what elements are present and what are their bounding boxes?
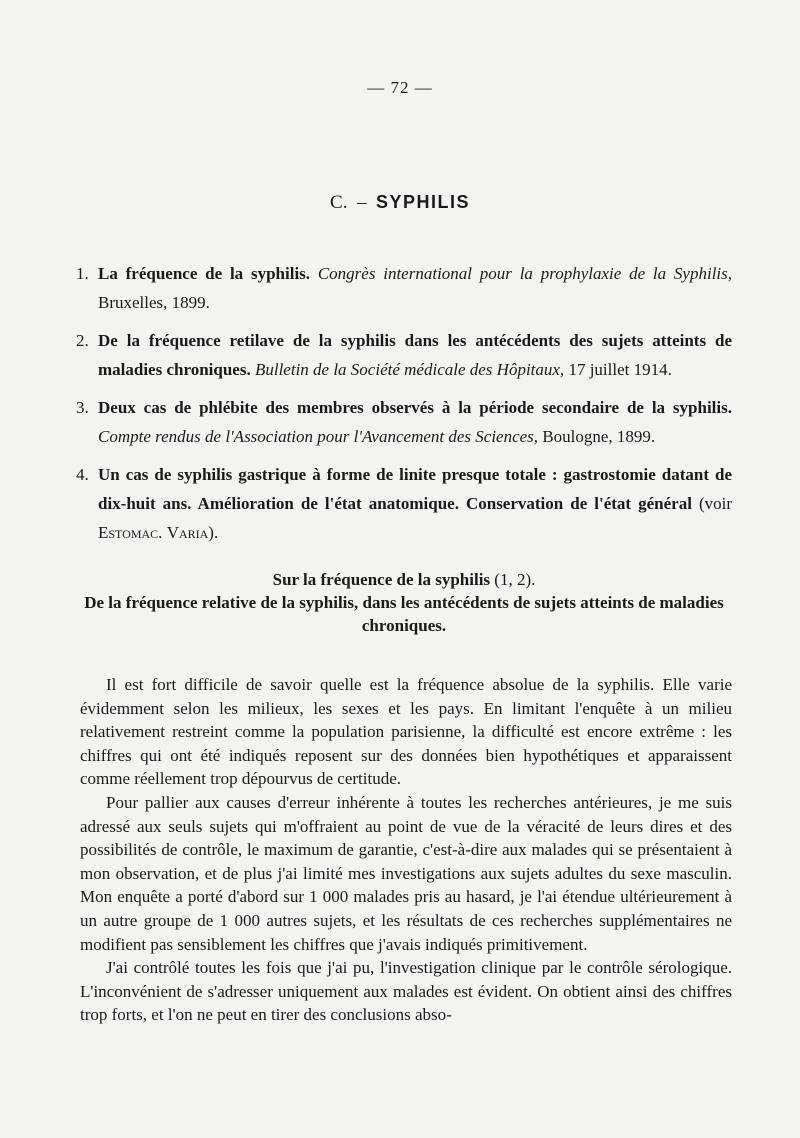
body-paragraph: Il est fort difficile de savoir quelle est la fréquence absolue de la syphilis. Elle varie évidemment selon les milieux, les sexes et les pays. En limitant l'enquête à un milieu relativement restreint comme la population parisienne, la difficulté est encore extrême : les chiffres qui ont été indiqués reposent sur des données bien hypothétiques et apparaissent comme réellement trop dépourvus de certitude.	[80, 675, 732, 789]
reference-number: 3.	[76, 398, 89, 417]
body-paragraph: Pour pallier aux causes d'erreur inhérente à toutes les recherches antérieures, je me suis adressé aux seuls sujets qui m'offraient au point de vue de la véracité de leurs dires et des possibilités de contrôle, le maximum de garantie, c'est-à-dire aux malades qui se présentaient à mon observation, et de plus j'ai limité mes investigations aux sujets adultes du sexe masculin. Mon enquête a porté d'abord sur 1 000 malades pris au hasard, je l'ai étendue ultérieurement à un autre groupe de 1 000 autres sujets, et les résultats de ces recherches supplémentaires ne modifient pas sensiblement les chiffres que j'avais indiqués primitivement.	[80, 792, 732, 954]
body-paragraph: J'ai contrôlé toutes les fois que j'ai pu, l'investigation clinique par le contrôle sérologique. L'inconvénient de s'adresser uniquement aux malades est évident. On obtient ainsi des chiffres trop forts, et l'on ne peut en tirer des conclusions abso-	[80, 958, 732, 1025]
reference-number: 4.	[76, 465, 89, 484]
page-number: — 72 —	[367, 78, 433, 97]
reference-item	[76, 259, 732, 317]
article-ref-numbers: (1, 2).	[494, 570, 536, 589]
reference-item	[76, 326, 732, 384]
reference-list	[76, 259, 732, 556]
section-name: SYPHILIS	[375, 192, 470, 212]
section-dash: –	[356, 192, 367, 213]
article-subtitle: De la fréquence relative de la syphilis, dans les antécédents de sujets atteints de maladies chroniques.	[84, 593, 724, 635]
reference-details: Bruxelles, 1899.	[98, 293, 210, 312]
reference-details: 17 juillet 1914.	[568, 360, 672, 379]
reference-title: Deux cas de phlébite des membres observés à la période secondaire de la syphilis.	[98, 398, 732, 417]
reference-source: Compte rendus de l'Association pour l'Avancement des Sciences,	[98, 427, 539, 446]
reference-crossref-varia: Varia	[166, 523, 209, 542]
reference-item	[76, 460, 732, 547]
article-heading	[76, 568, 732, 637]
reference-source: Congrès international pour la prophylaxie de la Syphilis,	[317, 264, 732, 283]
reference-crossref-estomac: Estomac.	[98, 523, 163, 542]
article-title: Sur la fréquence de la syphilis	[272, 570, 491, 589]
reference-title: La fréquence de la syphilis.	[98, 264, 311, 283]
reference-see-close: ).	[208, 523, 219, 542]
reference-title: De la fréquence retilave de la syphilis dans les antécédents des sujets atteints de maladies chroniques.	[98, 331, 732, 379]
reference-number: 2.	[76, 331, 89, 350]
reference-details: Boulogne, 1899.	[542, 427, 656, 446]
section-letter: C.	[330, 192, 348, 213]
section-title	[0, 192, 800, 214]
article-body	[80, 673, 732, 1027]
reference-item	[76, 393, 732, 451]
reference-source: Bulletin de la Société médicale des Hôpitaux,	[254, 360, 565, 379]
article-heading-line1	[76, 568, 732, 591]
reference-see-open: (voir	[698, 494, 732, 513]
reference-number: 1.	[76, 264, 89, 283]
reference-title: Un cas de syphilis gastrique à forme de linite presque totale : gastrostomie datant de dix-huit ans. Amélioration de l'état anatomique. Conservation de l'état général	[98, 465, 732, 513]
